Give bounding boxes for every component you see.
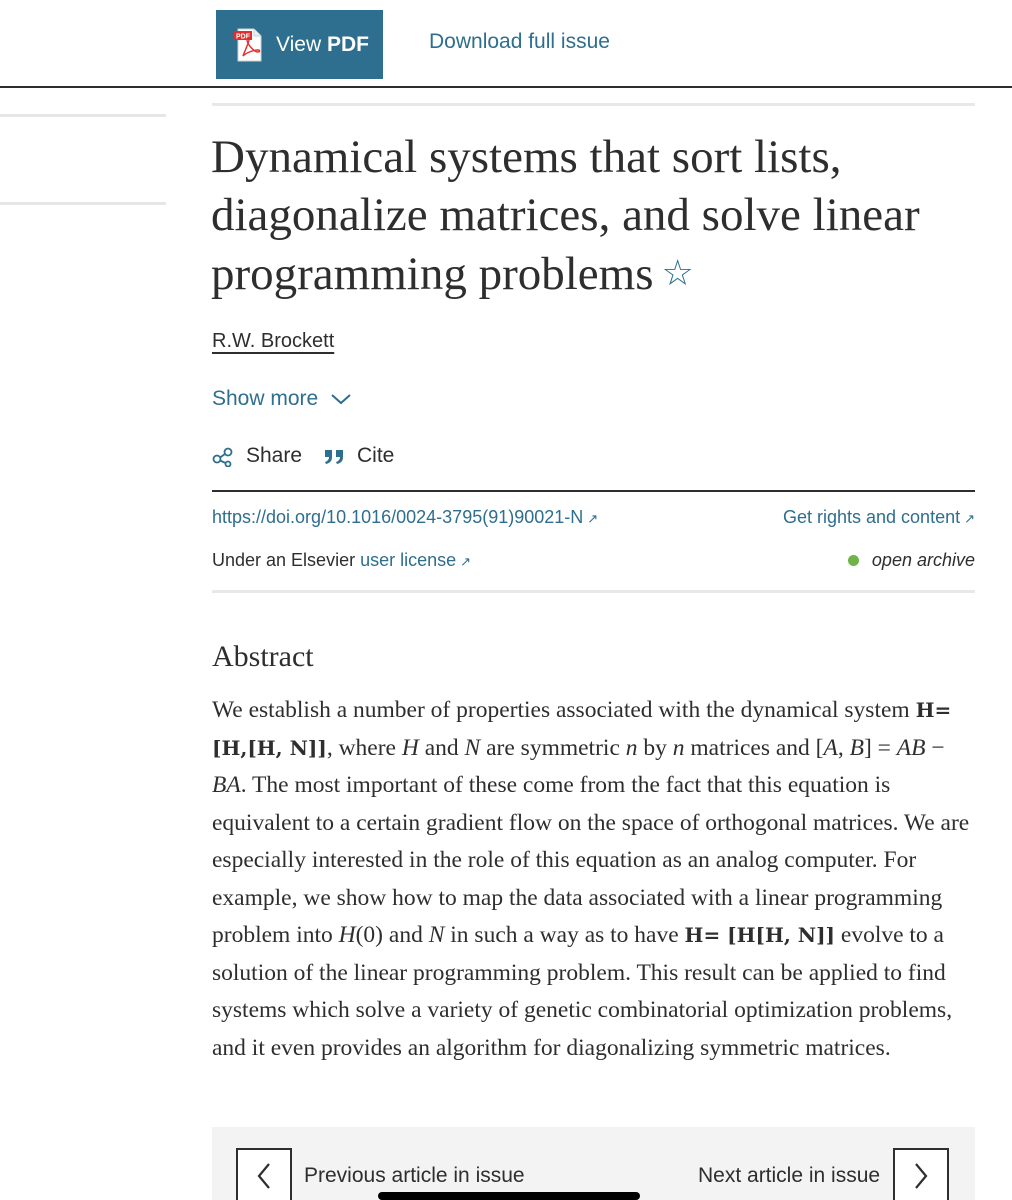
license-text: Under an Elsevier user license ↗ [212,550,472,570]
quote-icon [323,447,345,465]
home-indicator[interactable] [378,1192,640,1200]
sidebar-divider [0,202,166,205]
article-title: Dynamical systems that sort lists, diagonalize matrices, and solve linear programming problems ☆ [211,131,920,300]
external-link-icon: ↗ [460,554,472,569]
header-divider [212,103,975,106]
pdf-file-icon [234,28,264,62]
cite-button[interactable] [323,444,394,468]
open-archive-badge [848,550,975,571]
section-divider [212,590,975,593]
show-more-label: Show more [212,387,319,410]
next-article-button[interactable] [893,1148,949,1200]
view-pdf-label: View PDF [276,32,369,56]
previous-article-link[interactable]: Previous article in issue [304,1164,525,1187]
share-icon [212,445,234,467]
show-more-button[interactable] [212,387,352,411]
star-icon[interactable]: ☆ [661,253,694,293]
chevron-down-icon [330,392,352,406]
cite-label: Cite [357,444,395,467]
open-archive-label: open archive [871,550,975,570]
top-toolbar [0,0,1012,88]
author-link[interactable]: R.W. Brockett [212,330,335,352]
open-access-dot-icon [848,555,859,566]
get-rights-link[interactable]: Get rights and content ↗ [782,507,975,527]
doi-link[interactable]: https://doi.org/10.1016/0024-3795(91)90021-N ↗ [212,507,599,527]
next-article-link[interactable]: Next article in issue [698,1164,881,1187]
meta-divider [212,490,975,492]
sidebar-divider [0,114,166,117]
external-link-icon: ↗ [964,511,975,526]
abstract-heading: Abstract [212,640,314,673]
user-license-link[interactable]: user license ↗ [360,550,472,570]
previous-article-button[interactable] [236,1148,292,1200]
abstract-text: We establish a number of properties associated with the dynamical system H= [H,[H, N]], where H and N are symmetric n by n matrices and [A, B] = AB − BA. The most important of these come from the fact that this equation is equivalent to a certain gradient flow on the space of orthogonal matrices. We are especially interested in the role of this equation as an analog computer. For example, we show how to map the data associated with a linear programming problem into H(0) and N in such a way as to have H= [H[H, N]] evolve to a solution of the linear programming problem. This result can be applied to find systems which solve a variety of genetic combinatorial optimization problems, and it even provides an algorithm for diagonalizing symmetric matrices. [212,697,970,1061]
view-pdf-button[interactable] [216,10,383,79]
chevron-left-icon [255,1162,273,1190]
chevron-right-icon [912,1162,930,1190]
share-button[interactable] [212,444,302,468]
share-label: Share [246,444,303,467]
external-link-icon: ↗ [587,511,599,526]
download-full-issue-link[interactable]: Download full issue [429,30,610,53]
svg-text:PDF: PDF [236,33,250,40]
